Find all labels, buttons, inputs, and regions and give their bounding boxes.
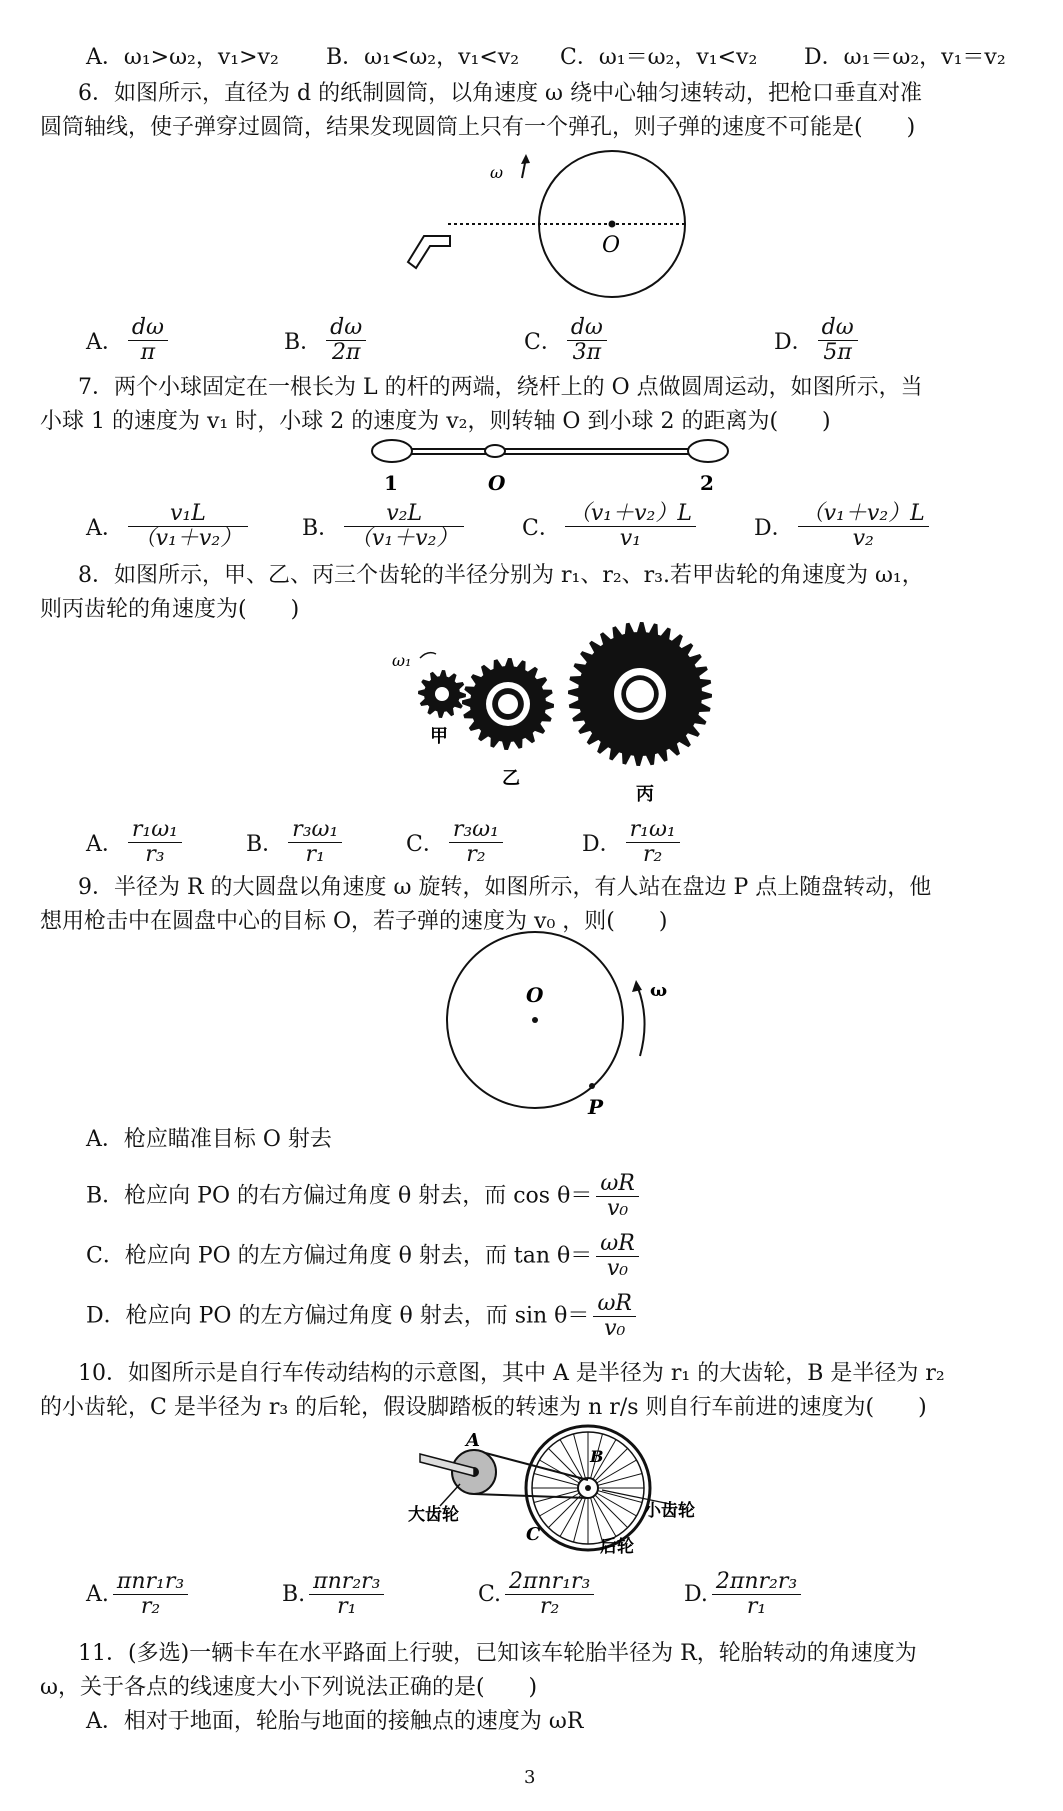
- q11-option-a[interactable]: A．相对于地面，轮胎与地面的接触点的速度为 ωR: [86, 1709, 584, 1734]
- q9-option-d[interactable]: D．枪应向 PO 的左方偏过角度 θ 射去，而 sin θ＝ $\frac{\omega R}{\text{v₀}}$: [86, 1292, 640, 1341]
- q8-options: [86, 812, 1046, 872]
- q7-ball1-label: 1: [384, 471, 398, 495]
- q10-rear-wheel-label: 后轮: [600, 1537, 634, 1557]
- q6-center-dot: [609, 221, 616, 228]
- q6-gun-icon: [408, 236, 450, 268]
- q7-options: [86, 496, 1046, 556]
- q5-option-a: A．ω₁>ω₂，v₁>v₂: [86, 45, 279, 70]
- q10-option-c[interactable]: C. $\frac{\text{2πnr₁r₃}}{\text{r₂}}$: [478, 1564, 598, 1624]
- q10-c-label: C: [526, 1524, 541, 1545]
- q7-figure: [370, 436, 730, 496]
- q6-option-d[interactable]: D． $\frac{d\omega}{5\pi}$: [774, 310, 862, 370]
- q10-small-gear-label: 小齿轮: [644, 1501, 695, 1521]
- q7-option-a[interactable]: A． $\frac{\text{v₁L}}{\text{（v₁＋v₂）}}$: [86, 496, 252, 556]
- q7-ball-1: [372, 440, 412, 462]
- q8-figure: [384, 624, 724, 804]
- q8-option-a[interactable]: A． $\frac{\text{r₁ω₁}}{\text{r₃}}$: [86, 812, 186, 872]
- q5-option-b: B．ω₁<ω₂，v₁<v₂: [326, 45, 520, 70]
- q7-ball2-label: 2: [700, 471, 714, 495]
- q9-option-c[interactable]: C．枪应向 PO 的左方偏过角度 θ 射去，而 tan θ＝ $\frac{\omega R}{\text{v₀}}$: [86, 1232, 643, 1281]
- q9-omega-label: ω: [650, 980, 668, 1001]
- q10-stem-line2: 的小齿轮，C 是半径为 r₃ 的后轮，假设脚踏板的转速为 n r/s 则自行车前进的速度为( ): [40, 1395, 927, 1420]
- q6-stem-line2: 圆筒轴线，使子弹穿过圆筒，结果发现圆筒上只有一个弹孔，则子弹的速度不可能是( ): [40, 115, 916, 140]
- q9-stem-line1: 9．半径为 R 的大圆盘以角速度 ω 旋转，如图所示，有人站在盘边 P 点上随盘转动，他: [78, 875, 932, 900]
- q6-option-b[interactable]: B． $\frac{d\omega}{2\pi}$: [284, 310, 370, 370]
- q5-option-c: C．ω₁＝ω₂，v₁<v₂: [560, 45, 758, 70]
- q10-stem-line1: 10．如图所示是自行车传动结构的示意图，其中 A 是半径为 r₁ 的大齿轮，B 是半径为 r₂: [78, 1361, 945, 1386]
- q10-option-b[interactable]: B. $\frac{\text{πnr₂r₃}}{\text{r₁}}$: [282, 1564, 388, 1624]
- q8-stem-line2: 则丙齿轮的角速度为( ): [40, 597, 300, 622]
- q8-option-d[interactable]: D． $\frac{\text{r₁ω₁}}{\text{r₂}}$: [582, 812, 684, 872]
- q9-center-dot: [532, 1017, 538, 1023]
- q10-option-d[interactable]: D. $\frac{\text{2πnr₂r₃}}{\text{r₁}}$: [684, 1564, 805, 1624]
- q10-figure: [408, 1420, 720, 1580]
- q7-pivot-label: O: [488, 471, 506, 495]
- q10-options: [86, 1564, 1046, 1624]
- q10-big-gear-label: 大齿轮: [408, 1505, 459, 1525]
- q10-chain-bottom: [474, 1494, 588, 1498]
- q6-option-c[interactable]: C． $\frac{d\omega}{3\pi}$: [524, 310, 611, 370]
- q11-stem-line2: ω，关于各点的线速度大小下列说法正确的是( ): [40, 1675, 538, 1700]
- q9-option-b[interactable]: B．枪应向 PO 的右方偏过角度 θ 射去，而 cos θ＝ $\frac{\omega R}{\text{v₀}}$: [86, 1172, 643, 1221]
- q8-omega-label: ω₁: [392, 651, 412, 670]
- q7-option-d[interactable]: D． $\frac{\text{（v₁＋v₂）L}}{\text{v₂}}$: [754, 496, 933, 556]
- q7-stem-line2: 小球 1 的速度为 v₁ 时，小球 2 的速度为 v₂，则转轴 O 到小球 2 的距离为( ): [40, 409, 831, 434]
- q6-option-a[interactable]: A． $\frac{d\omega}{\pi}$: [86, 310, 172, 370]
- q7-pivot: [485, 445, 505, 457]
- q10-a-label: A: [466, 1430, 480, 1451]
- q9-point-label: P: [588, 1095, 604, 1119]
- q9-figure: [440, 930, 680, 1120]
- q9-rotation-arrow: [638, 988, 645, 1056]
- q6-omega-label: ω: [490, 163, 504, 182]
- q10-b-label: B: [590, 1447, 604, 1466]
- q8-gear2-label: 乙: [502, 768, 520, 789]
- q9-option-a[interactable]: A．枪应瞄准目标 O 射去: [86, 1127, 332, 1152]
- q8-option-b[interactable]: B． $\frac{\text{r₃ω₁}}{\text{r₁}}$: [246, 812, 346, 872]
- page-number: 3: [524, 1767, 536, 1788]
- q10-option-a[interactable]: A. $\frac{\text{πnr₁r₃}}{\text{r₂}}$: [86, 1564, 192, 1624]
- q8-gear1-label: 甲: [430, 726, 448, 747]
- q8-stem-line1: 8．如图所示，甲、乙、丙三个齿轮的半径分别为 r₁、r₂、r₃.若甲齿轮的角速度为 ω₁，: [78, 563, 924, 588]
- q9-stem-line2: 想用枪击中在圆盘中心的目标 O，若子弹的速度为 v₀ ，则( ): [40, 909, 668, 934]
- q7-option-b[interactable]: B． $\frac{\text{v₂L}}{\text{（v₁＋v₂）}}$: [302, 496, 468, 556]
- q9-center-label: O: [526, 983, 544, 1007]
- q6-center-label: O: [602, 233, 621, 258]
- q11-stem-line1: 11．(多选)一辆卡车在水平路面上行驶，已知该车轮胎半径为 R，轮胎转动的角速度为: [78, 1641, 917, 1666]
- q8-option-c[interactable]: C． $\frac{\text{r₃ω₁}}{\text{r₂}}$: [406, 812, 507, 872]
- q7-ball-2: [688, 440, 728, 462]
- q6-figure: [380, 140, 680, 290]
- q6-options: [86, 310, 1046, 370]
- q7-option-c[interactable]: C． $\frac{\text{（v₁＋v₂）L}}{\text{v₁}}$: [522, 496, 700, 556]
- q6-stem-line1: 6．如图所示，直径为 d 的纸制圆筒，以角速度 ω 绕中心轴匀速转动，把枪口垂直对准: [78, 81, 922, 106]
- q5-option-d: D．ω₁＝ω₂，v₁＝v₂: [804, 45, 1006, 70]
- q9-point-dot: [589, 1083, 595, 1089]
- q7-stem-line1: 7．两个小球固定在一根长为 L 的杆的两端，绕杆上的 O 点做圆周运动，如图所示，当: [78, 375, 923, 400]
- q8-gear3-label: 丙: [636, 784, 654, 805]
